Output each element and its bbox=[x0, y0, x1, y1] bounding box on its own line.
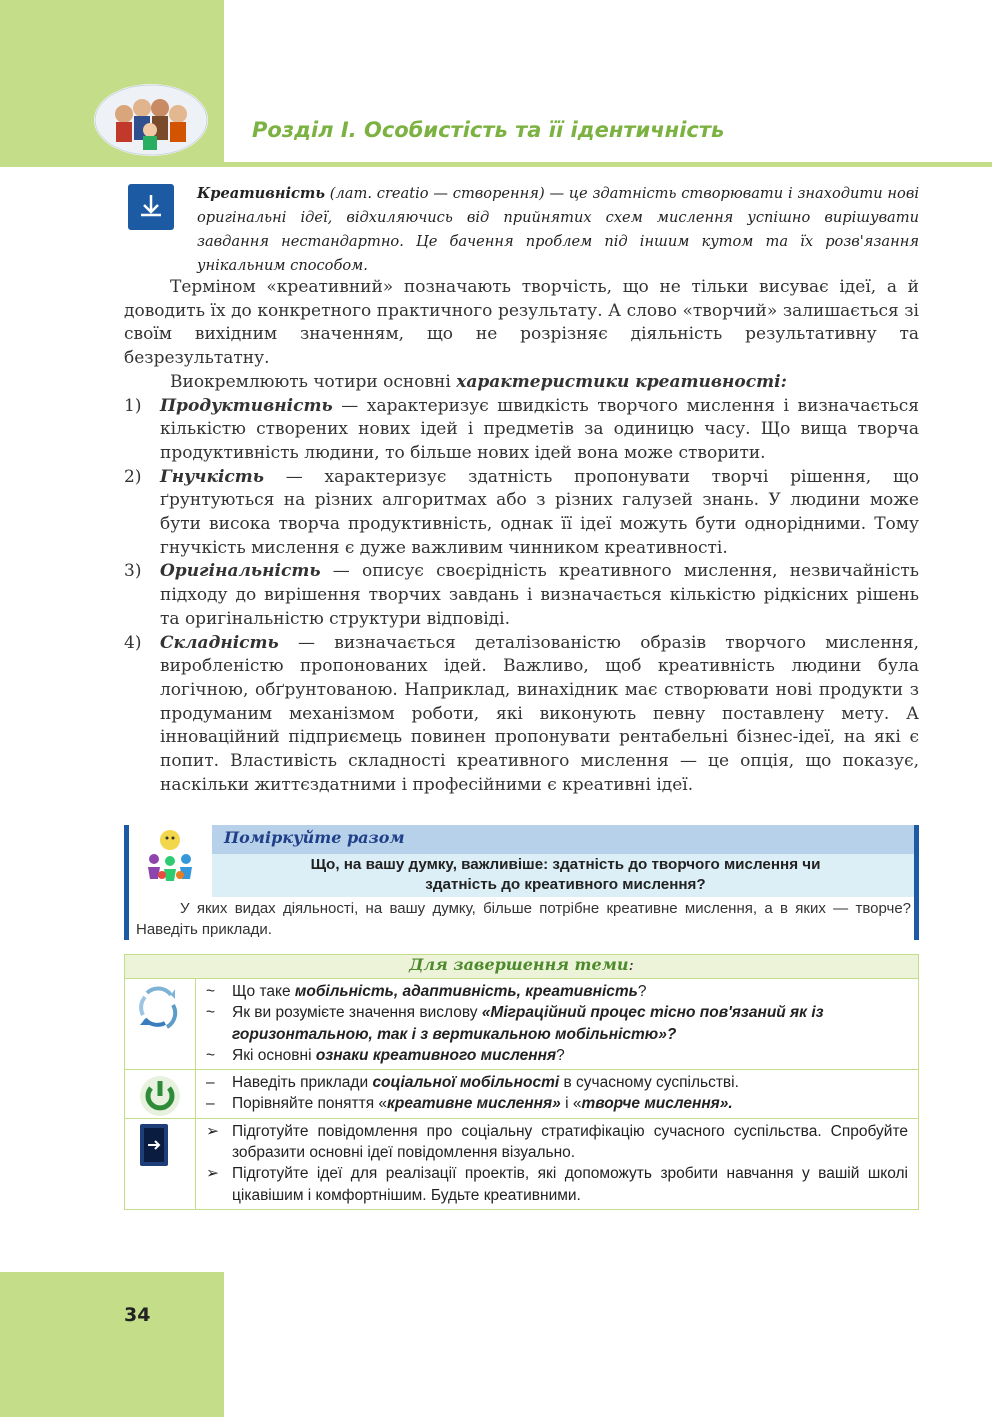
list-item bbox=[124, 395, 919, 466]
box-border-left bbox=[124, 825, 129, 940]
cycle-arrows-icon bbox=[137, 983, 181, 1037]
item-bold: креативне мислення» bbox=[387, 1095, 561, 1113]
item-bold: ознаки креативного мислення bbox=[315, 1046, 557, 1064]
row-icon-cell bbox=[125, 1118, 196, 1209]
list-item bbox=[124, 560, 919, 631]
box-border-right bbox=[914, 825, 919, 940]
item-text: Підготуйте ідеї для реалізації проектів, які допоможуть зробити навчання у вашій школі цікавішим і комфортнішим. Будьте креативними. bbox=[232, 1165, 908, 1204]
definition-text bbox=[197, 182, 919, 278]
paragraph: Терміном «креативний» позначають творчість, що не тільки висуває ідеї, а й доводить їх до конкретного практичного результату. А слово «творчий» залишається зі своїм вихідним значенням, що не розрізняє діяльність результативну та безрезультатну. bbox=[124, 277, 919, 369]
row-content bbox=[196, 1070, 919, 1119]
list-item bbox=[124, 466, 919, 561]
think-header bbox=[212, 825, 914, 854]
chapter-illustration bbox=[94, 84, 208, 156]
main-text bbox=[124, 276, 919, 797]
group-people-icon bbox=[134, 827, 214, 893]
task-item bbox=[206, 1093, 908, 1114]
page-number: 34 bbox=[124, 1304, 151, 1326]
power-icon bbox=[138, 1074, 182, 1118]
question-item bbox=[206, 1045, 908, 1066]
assignment-item bbox=[206, 1121, 908, 1164]
table-title: Для завершення теми bbox=[409, 955, 629, 974]
bullet: ➢ bbox=[206, 1165, 219, 1183]
bullet: ~ bbox=[206, 983, 216, 1000]
list-term: Гнучкість bbox=[160, 466, 264, 487]
characteristics-term: характеристики креативності bbox=[456, 371, 781, 392]
topic-completion-table bbox=[124, 954, 919, 1210]
think-question bbox=[212, 854, 914, 897]
list-number: 4) bbox=[124, 632, 142, 653]
row-content bbox=[196, 979, 919, 1070]
item-text: Порівняйте поняття « bbox=[232, 1095, 388, 1113]
row-icon-cell bbox=[125, 979, 196, 1070]
think-together-box bbox=[124, 825, 919, 940]
list-text: — визначається деталізованістю образів творчого мислення, виробленістю пропонованих ідей. Важливо, щоб креативність людини була логічною, обґрунтованою. Наприклад, винахідник має створювати нові продукти з продуманим механізмом роботи, які виконують певну поставлену мету. А інноваційний підприємець повинен пропонувати рентабельні бізнес-ідеї, на які є попит. Властивість складності креативного мислення — це опція, що показує, наскільки життєздатними і професійними є креативні ідеї. bbox=[160, 632, 919, 795]
download-icon bbox=[128, 184, 174, 230]
item-text-end: в сучасному суспільстві. bbox=[559, 1074, 739, 1092]
list-item bbox=[124, 632, 919, 798]
row-icon-cell bbox=[125, 1070, 196, 1119]
question-item bbox=[206, 981, 908, 1002]
chapter-title: Розділ І. Особистість та її ідентичність bbox=[252, 118, 725, 142]
bullet: ~ bbox=[206, 1046, 216, 1064]
item-text: Як ви розумієте значення вислову bbox=[232, 1004, 482, 1022]
table-header bbox=[125, 955, 919, 979]
think-text: У яких видах діяльності, на вашу думку, більше потрібне креативне мислення, а в яких — творче? Наведіть приклади. bbox=[136, 900, 911, 938]
think-question-line1: Що, на вашу думку, важливіше: здатність до творчого мислення чи bbox=[310, 856, 821, 873]
item-bold: «Міграційний процес тісно пов'язаний як із горизонтальною, так і з вертикальною мобільністю»? bbox=[232, 1004, 824, 1043]
definition-term: Креативність bbox=[197, 185, 325, 202]
item-text-end: ? bbox=[637, 983, 647, 1000]
list-term: Продуктивність bbox=[160, 395, 333, 416]
think-title: Поміркуйте разом bbox=[224, 828, 405, 847]
enter-arrow-icon bbox=[139, 1123, 169, 1167]
item-text: Наведіть приклади bbox=[232, 1074, 373, 1092]
list-text: — характеризує швидкість творчого мислення і визначається кількістю створених нових ідей і предметів за одиницю часу. Що вища творча продуктивність людини, то більше нових ідей вона може створити. bbox=[160, 395, 919, 463]
paragraph-intro-text: Виокремлюють чотири основні bbox=[170, 371, 457, 392]
list-number: 2) bbox=[124, 466, 142, 487]
item-text: Які основні bbox=[232, 1046, 316, 1064]
item-text: Підготуйте повідомлення про соціальну стратифікацію сучасного суспільства. Спробуйте зобразити основні ідеї повідомлення візуально. bbox=[232, 1122, 908, 1162]
row-content bbox=[196, 1118, 919, 1209]
footer-green-block bbox=[0, 1272, 224, 1417]
item-bold: соціальної мобільності bbox=[372, 1074, 560, 1092]
characteristics-colon: : bbox=[780, 371, 787, 392]
bullet: ~ bbox=[206, 1004, 216, 1022]
item-text-end: ? bbox=[556, 1046, 565, 1064]
assignment-item bbox=[206, 1163, 908, 1206]
paragraph-intro bbox=[124, 371, 919, 395]
item-bold: мобільність, адаптивність, креативність bbox=[294, 983, 638, 1000]
bullet: ➢ bbox=[206, 1122, 219, 1140]
item-text-mid: і « bbox=[560, 1095, 582, 1113]
question-item bbox=[206, 1002, 908, 1045]
definition-body: (лат. creatio — створення) — це здатність створювати і знаходити нові оригінальні ідеї, відхиляючись від прийнятих схем мислення успішно вирішувати завдання нестандартно. Це бачення проблем під іншим кутом та їх розв'язання унікальним способом. bbox=[197, 185, 919, 274]
list-text: — характеризує здатність пропонувати творчі рішення, що ґрунтуються на різних алгоритмах або з різних галузей знань. У людини може бути висока творча продуктивність, однак її ідеї можуть бути однорідними. Тому гнучкість мислення є дуже важливим чинником креативності. bbox=[160, 466, 919, 558]
item-bold-2: творче мислення». bbox=[581, 1095, 733, 1113]
list-number: 1) bbox=[124, 395, 142, 416]
table-title-colon: : bbox=[628, 955, 634, 974]
list-term: Складність bbox=[160, 632, 279, 653]
bullet: – bbox=[206, 1095, 215, 1113]
header-green-rule bbox=[224, 162, 992, 167]
bullet: – bbox=[206, 1074, 215, 1092]
list-term: Оригінальність bbox=[160, 561, 321, 582]
list-text: — описує своєрідність креативного мислення, незвичайність підходу до вирішення творчих завдань і визначається кількістю рідкісних рішень та оригінальністю структури відповіді. bbox=[160, 561, 919, 629]
item-text: Що таке bbox=[232, 983, 295, 1000]
think-question-line2: здатність до креативного мислення? bbox=[425, 876, 706, 893]
task-item bbox=[206, 1072, 908, 1093]
list-number: 3) bbox=[124, 561, 142, 582]
